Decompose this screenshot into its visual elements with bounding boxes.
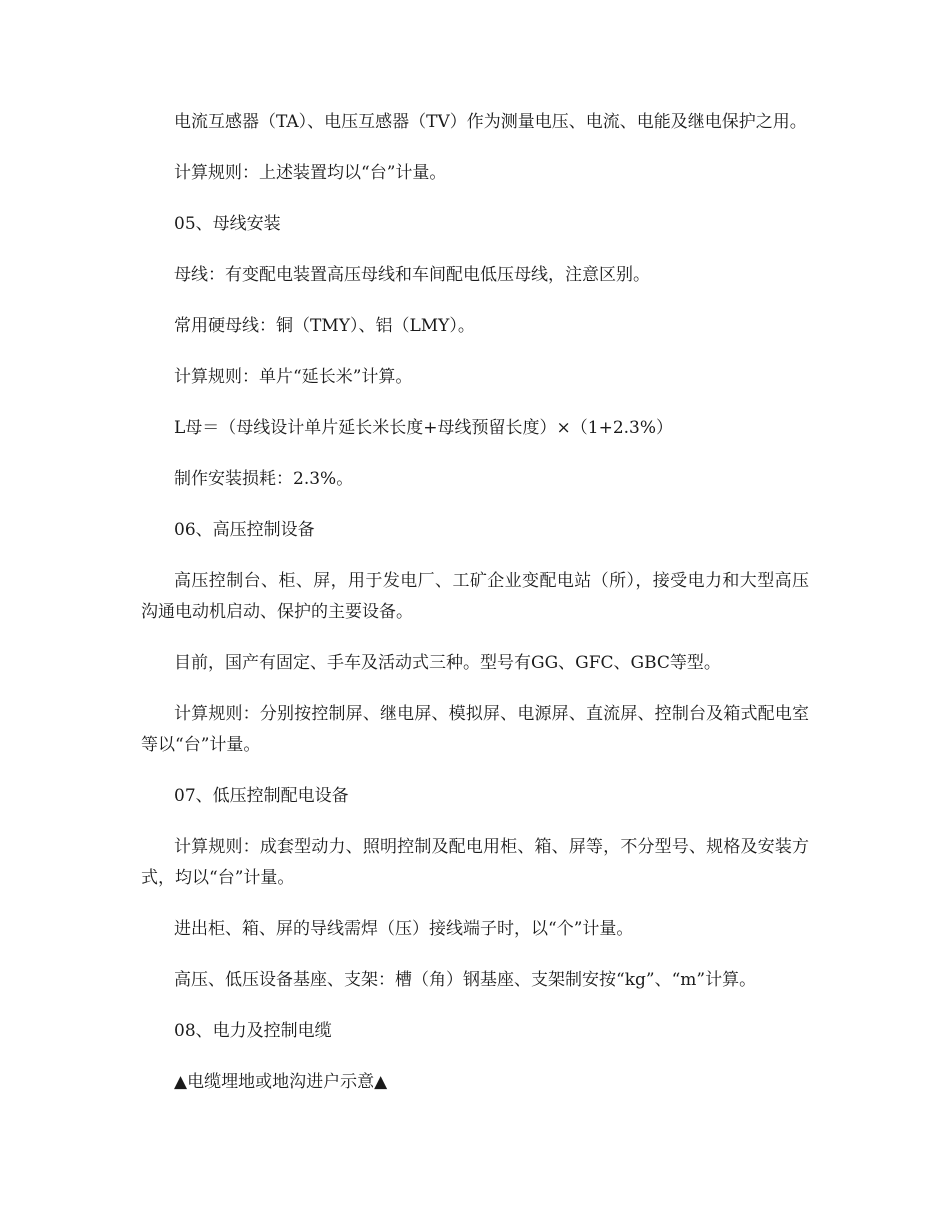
paragraph-terminals: 进出柜、箱、屏的导线需焊（压）接线端子时，以“个”计量。 — [174, 919, 634, 939]
paragraph-busbar-types: 母线：有变配电装置高压母线和车间配电低压母线，注意区别。 — [174, 265, 650, 285]
paragraph-rule-hv-control: 计算规则：分别按控制屏、继电屏、模拟屏、电源屏、直流屏、控制台及箱式配电室等以“台”计量。 — [141, 704, 809, 755]
section-heading-busbar: 05、母线安装 — [174, 214, 281, 234]
paragraph-hv-control-desc: 高压控制台、柜、屏，用于发电厂、工矿企业变配电站（所），接受电力和大型高压沟通电动机启动、保护的主要设备。 — [141, 571, 809, 622]
paragraph-equipment-base: 高压、低压设备基座、支架：槽（角）钢基座、支架制安按“kg”、“m”计算。 — [174, 970, 757, 990]
paragraph-hv-control-models: 目前，国产有固定、手车及活动式三种。型号有GG、GFC、GBC等型。 — [174, 653, 721, 673]
paragraph-rule-lv-control: 计算规则：成套型动力、照明控制及配电用柜、箱、屏等，不分型号、规格及安装方式，均以“台”计量。 — [141, 837, 809, 888]
document-body — [141, 107, 809, 1118]
section-heading-cables: 08、电力及控制电缆 — [174, 1021, 332, 1041]
figure-caption-cable-entry: ▲电缆埋地或地沟进户示意▲ — [174, 1072, 388, 1092]
paragraph-transformers: 电流互感器（TA）、电压互感器（TV）作为测量电压、电流、电能及继电保护之用。 — [174, 112, 807, 132]
paragraph-busbar-formula: L母＝（母线设计单片延长米长度+母线预留长度）×（1+2.3%） — [174, 418, 674, 438]
section-heading-hv-control: 06、高压控制设备 — [174, 520, 315, 540]
paragraph-hard-busbar: 常用硬母线：铜（TMY）、铝（LMY）。 — [174, 316, 475, 336]
paragraph-rule-transformers: 计算规则：上述装置均以“台”计量。 — [174, 163, 447, 183]
section-heading-lv-control: 07、低压控制配电设备 — [174, 786, 349, 806]
paragraph-rule-busbar: 计算规则：单片“延长米”计算。 — [174, 367, 413, 387]
paragraph-busbar-loss: 制作安装损耗：2.3%。 — [174, 469, 354, 489]
